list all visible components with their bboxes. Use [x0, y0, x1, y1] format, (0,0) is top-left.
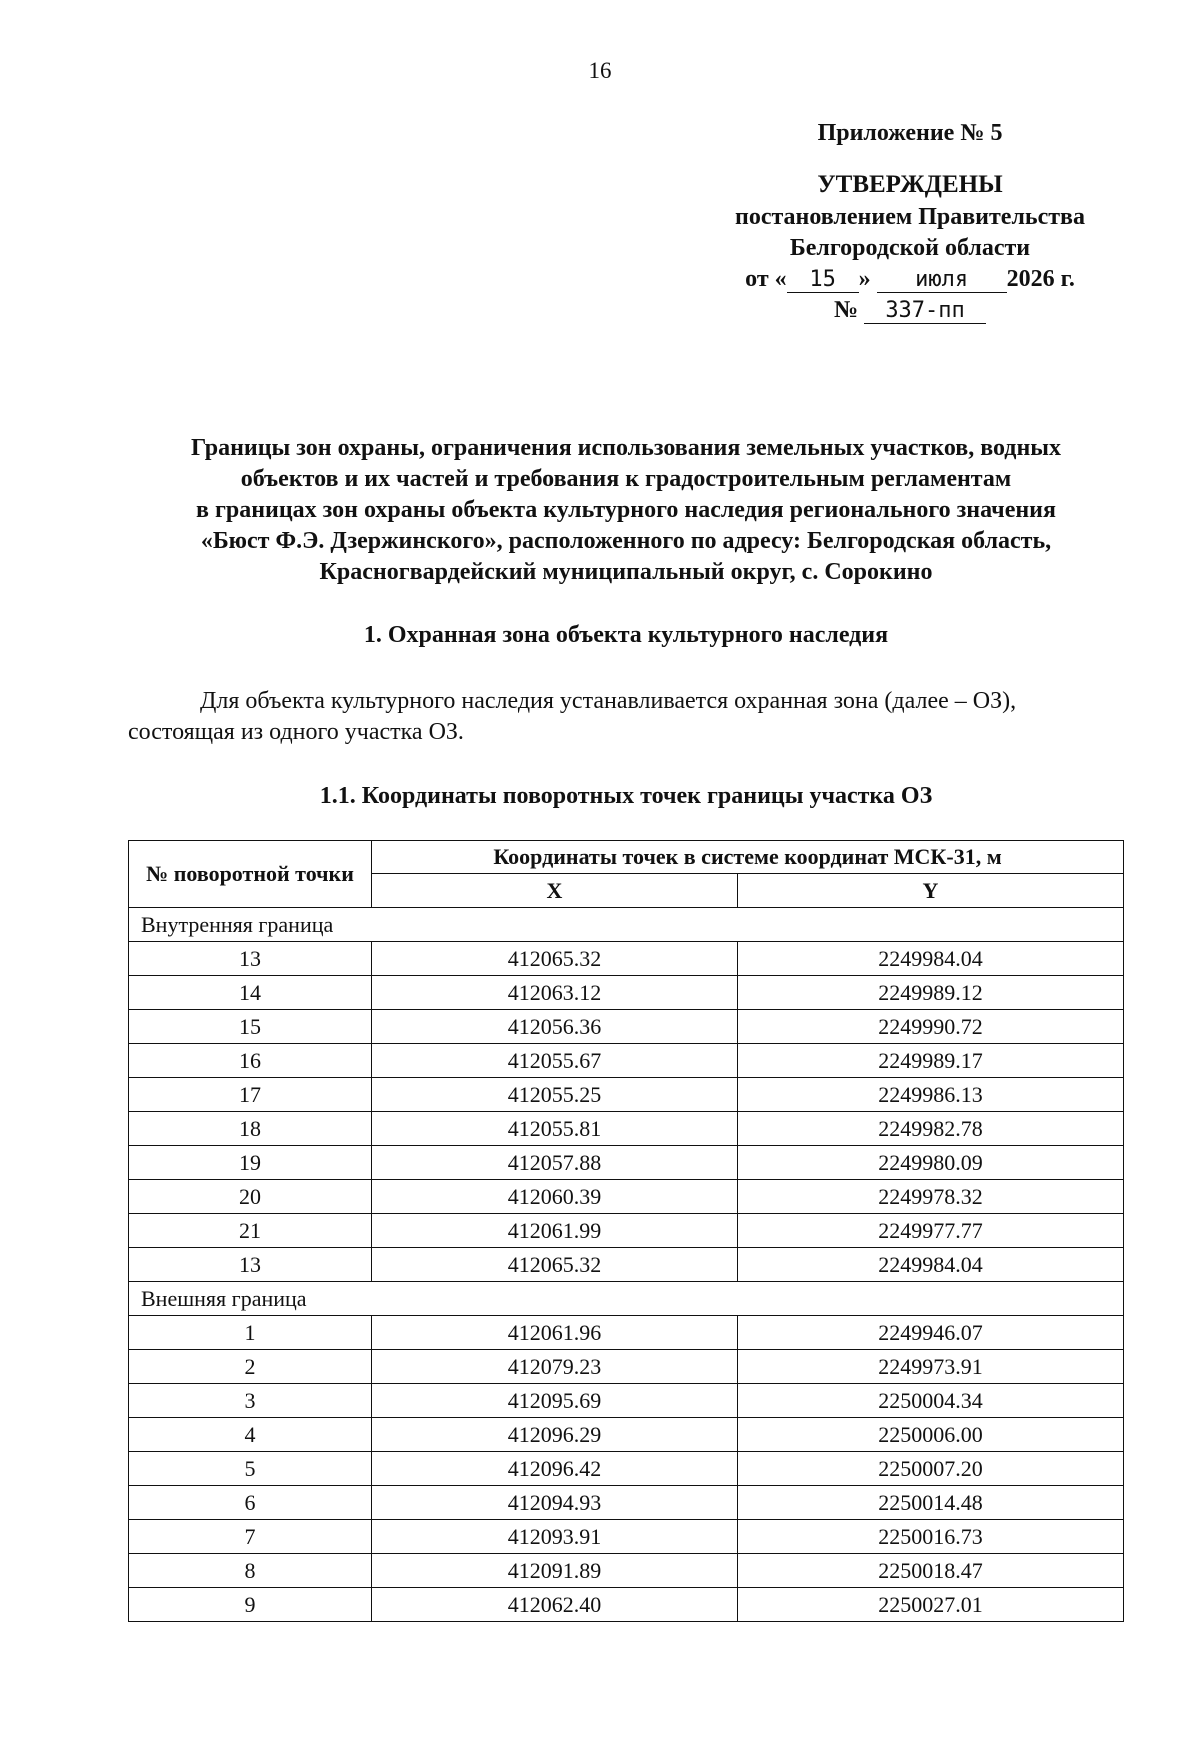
point-number-cell: 19	[129, 1146, 372, 1180]
table-row	[129, 1520, 1124, 1554]
header-y: Y	[738, 874, 1124, 908]
page-number: 16	[588, 58, 612, 83]
point-number-cell: 2	[129, 1350, 372, 1384]
y-coordinate-cell: 2250014.48	[738, 1486, 1124, 1520]
table-row	[129, 1180, 1124, 1214]
approved-heading: УТВЕРЖДЕНЫ	[817, 171, 1003, 198]
title-line-2: объектов и их частей и требования к градостроительным регламентам	[240, 466, 1012, 492]
intro-paragraph	[128, 686, 1124, 748]
approval-date	[700, 264, 1120, 295]
y-coordinate-cell: 2249980.09	[738, 1146, 1124, 1180]
point-number-cell: 1	[129, 1316, 372, 1350]
table-row	[129, 1452, 1124, 1486]
x-coordinate-cell: 412057.88	[372, 1146, 738, 1180]
point-number-cell: 17	[129, 1078, 372, 1112]
table-row	[129, 976, 1124, 1010]
header-x: X	[372, 874, 738, 908]
table-row	[129, 1384, 1124, 1418]
x-coordinate-cell: 412065.32	[372, 1248, 738, 1282]
group-row	[129, 1282, 1124, 1316]
x-coordinate-cell: 412065.32	[372, 942, 738, 976]
number-prefix: №	[833, 297, 859, 323]
y-coordinate-cell: 2249989.17	[738, 1044, 1124, 1078]
approval-number	[700, 295, 1120, 326]
date-day: 15	[787, 268, 859, 293]
y-coordinate-cell: 2249946.07	[738, 1316, 1124, 1350]
x-coordinate-cell: 412093.91	[372, 1520, 738, 1554]
point-number-cell: 21	[129, 1214, 372, 1248]
title-line-4: «Бюст Ф.Э. Дзержинского», расположенного по адресу: Белгородская область,	[200, 528, 1052, 554]
coordinates-table-body	[129, 908, 1124, 1622]
table-row	[129, 1350, 1124, 1384]
y-coordinate-cell: 2250004.34	[738, 1384, 1124, 1418]
y-coordinate-cell: 2250007.20	[738, 1452, 1124, 1486]
number-value: 337-пп	[864, 299, 986, 324]
x-coordinate-cell: 412061.96	[372, 1316, 738, 1350]
table-row	[129, 942, 1124, 976]
table-row	[129, 1554, 1124, 1588]
x-coordinate-cell: 412095.69	[372, 1384, 738, 1418]
y-coordinate-cell: 2249984.04	[738, 1248, 1124, 1282]
point-number-cell: 13	[129, 1248, 372, 1282]
approval-line-2: Белгородской области	[789, 235, 1031, 261]
y-coordinate-cell: 2250027.01	[738, 1588, 1124, 1622]
x-coordinate-cell: 412063.12	[372, 976, 738, 1010]
subsection-title: 1.1. Координаты поворотных точек границы участка ОЗ	[319, 783, 933, 809]
point-number-cell: 3	[129, 1384, 372, 1418]
point-number-cell: 14	[129, 976, 372, 1010]
table-row	[129, 1316, 1124, 1350]
table-row	[129, 1486, 1124, 1520]
table-row	[129, 1418, 1124, 1452]
point-number-cell: 13	[129, 942, 372, 976]
x-coordinate-cell: 412096.42	[372, 1452, 738, 1486]
paragraph-line-2: состоящая из одного участка ОЗ.	[128, 719, 464, 745]
coordinates-table	[128, 840, 1124, 1622]
table-row	[129, 1078, 1124, 1112]
x-coordinate-cell: 412055.81	[372, 1112, 738, 1146]
table-row	[129, 1248, 1124, 1282]
x-coordinate-cell: 412091.89	[372, 1554, 738, 1588]
point-number-cell: 5	[129, 1452, 372, 1486]
x-coordinate-cell: 412056.36	[372, 1010, 738, 1044]
section-title: 1. Охранная зона объекта культурного наследия	[363, 622, 889, 648]
annex-label: Приложение № 5	[817, 120, 1003, 146]
table-row	[129, 1214, 1124, 1248]
x-coordinate-cell: 412055.25	[372, 1078, 738, 1112]
group-label: Внутренняя граница	[129, 908, 1124, 942]
date-year: 2026 г.	[1006, 266, 1075, 292]
x-coordinate-cell: 412094.93	[372, 1486, 738, 1520]
date-mid: »	[858, 266, 871, 292]
y-coordinate-cell: 2249978.32	[738, 1180, 1124, 1214]
table-row	[129, 1146, 1124, 1180]
point-number-cell: 15	[129, 1010, 372, 1044]
document-title	[128, 433, 1124, 588]
header-point-number: № поворотной точки	[129, 841, 372, 908]
table-row	[129, 1010, 1124, 1044]
y-coordinate-cell: 2249986.13	[738, 1078, 1124, 1112]
title-line-5: Красногвардейский муниципальный округ, с. Сорокино	[319, 559, 933, 585]
y-coordinate-cell: 2250018.47	[738, 1554, 1124, 1588]
table-row	[129, 1112, 1124, 1146]
date-month: июля	[877, 268, 1007, 293]
point-number-cell: 8	[129, 1554, 372, 1588]
title-line-3: в границах зон охраны объекта культурного наследия регионального значения	[195, 497, 1056, 523]
y-coordinate-cell: 2250006.00	[738, 1418, 1124, 1452]
x-coordinate-cell: 412060.39	[372, 1180, 738, 1214]
title-line-1: Границы зон охраны, ограничения использования земельных участков, водных	[190, 435, 1062, 461]
y-coordinate-cell: 2249989.12	[738, 976, 1124, 1010]
table-row	[129, 1588, 1124, 1622]
point-number-cell: 16	[129, 1044, 372, 1078]
group-label: Внешняя граница	[129, 1282, 1124, 1316]
date-prefix: от «	[745, 266, 787, 292]
point-number-cell: 9	[129, 1588, 372, 1622]
point-number-cell: 6	[129, 1486, 372, 1520]
x-coordinate-cell: 412061.99	[372, 1214, 738, 1248]
point-number-cell: 7	[129, 1520, 372, 1554]
header-coordinates: Координаты точек в системе координат МСК-31, м	[372, 841, 1124, 874]
approval-block	[700, 118, 1120, 326]
point-number-cell: 4	[129, 1418, 372, 1452]
group-row	[129, 908, 1124, 942]
y-coordinate-cell: 2249990.72	[738, 1010, 1124, 1044]
x-coordinate-cell: 412062.40	[372, 1588, 738, 1622]
y-coordinate-cell: 2249977.77	[738, 1214, 1124, 1248]
y-coordinate-cell: 2249984.04	[738, 942, 1124, 976]
x-coordinate-cell: 412096.29	[372, 1418, 738, 1452]
y-coordinate-cell: 2249973.91	[738, 1350, 1124, 1384]
y-coordinate-cell: 2250016.73	[738, 1520, 1124, 1554]
y-coordinate-cell: 2249982.78	[738, 1112, 1124, 1146]
x-coordinate-cell: 412055.67	[372, 1044, 738, 1078]
paragraph-line-1: Для объекта культурного наследия устанавливается охранная зона (далее – ОЗ),	[200, 688, 1017, 714]
point-number-cell: 20	[129, 1180, 372, 1214]
point-number-cell: 18	[129, 1112, 372, 1146]
x-coordinate-cell: 412079.23	[372, 1350, 738, 1384]
approval-line-1: постановлением Правительства	[734, 204, 1085, 230]
table-row	[129, 1044, 1124, 1078]
